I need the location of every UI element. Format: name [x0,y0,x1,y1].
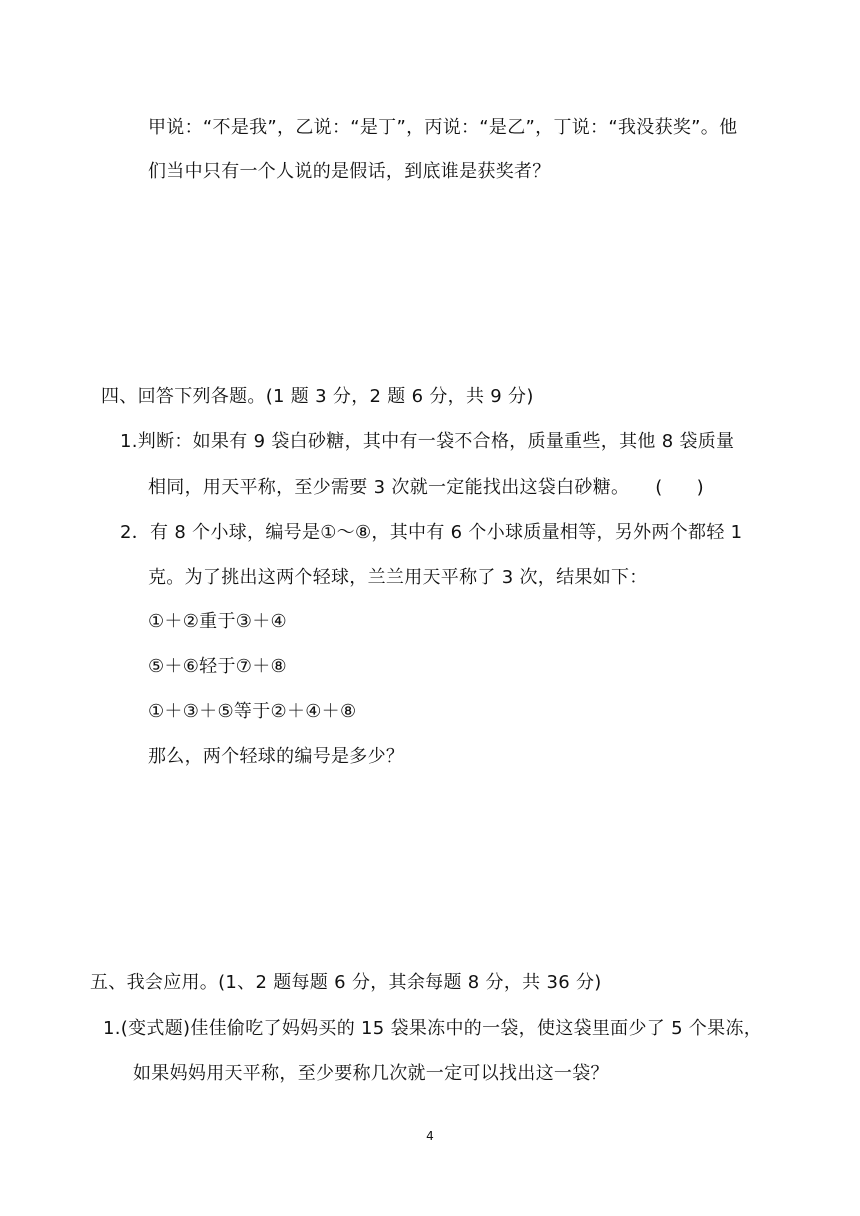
section-4-q1-line-1: 1.判断：如果有 9 袋白砂糖，其中有一袋不合格，质量重些，其他 8 袋质量 [120,431,735,452]
section-4-heading: 四、回答下列各题。(1 题 3 分，2 题 6 分，共 9 分) [101,386,534,407]
section-5-q1-line-1: 1.(变式题)佳佳偷吃了妈妈买的 15 袋果冻中的一袋，使这袋里面少了 5 个果冻， [103,1018,763,1039]
section-4-q1-text: 相同，用天平称，至少需要 3 次就一定能找出这袋白砂糖。 [148,477,630,498]
intro-line-2: 们当中只有一个人说的是假话，到底谁是获奖者？ [148,161,551,182]
answer-paren-open: ( [655,477,663,498]
section-4-q2-result-3: ①＋③＋⑤等于②＋④＋⑧ [148,701,357,722]
section-5-q1-line-2: 如果妈妈用天平称，至少要称几次就一定可以找出这一袋？ [133,1063,609,1084]
section-4-q2-line-1: 2．有 8 个小球，编号是①～⑧，其中有 6 个小球质量相等，另外两个都轻 1 [120,522,743,543]
section-4-q1-line-2 [148,476,704,500]
section-4-q2-line-2: 克。为了挑出这两个轻球，兰兰用天平称了 3 次，结果如下： [148,567,648,588]
section-4-q2-result-2: ⑤＋⑥轻于⑦＋⑧ [148,656,287,677]
section-5-heading: 五、我会应用。(1、2 题每题 6 分，其余每题 8 分，共 36 分) [90,972,602,993]
page-number: 4 [426,1129,434,1143]
answer-paren-close: ) [696,477,704,498]
intro-line-1: 甲说：“不是我”，乙说：“是丁”，丙说：“是乙”，丁说：“我没获奖”。他 [148,117,738,138]
section-4-q2-result-1: ①＋②重于③＋④ [148,611,287,632]
section-4-q2-question: 那么，两个轻球的编号是多少？ [148,746,405,767]
